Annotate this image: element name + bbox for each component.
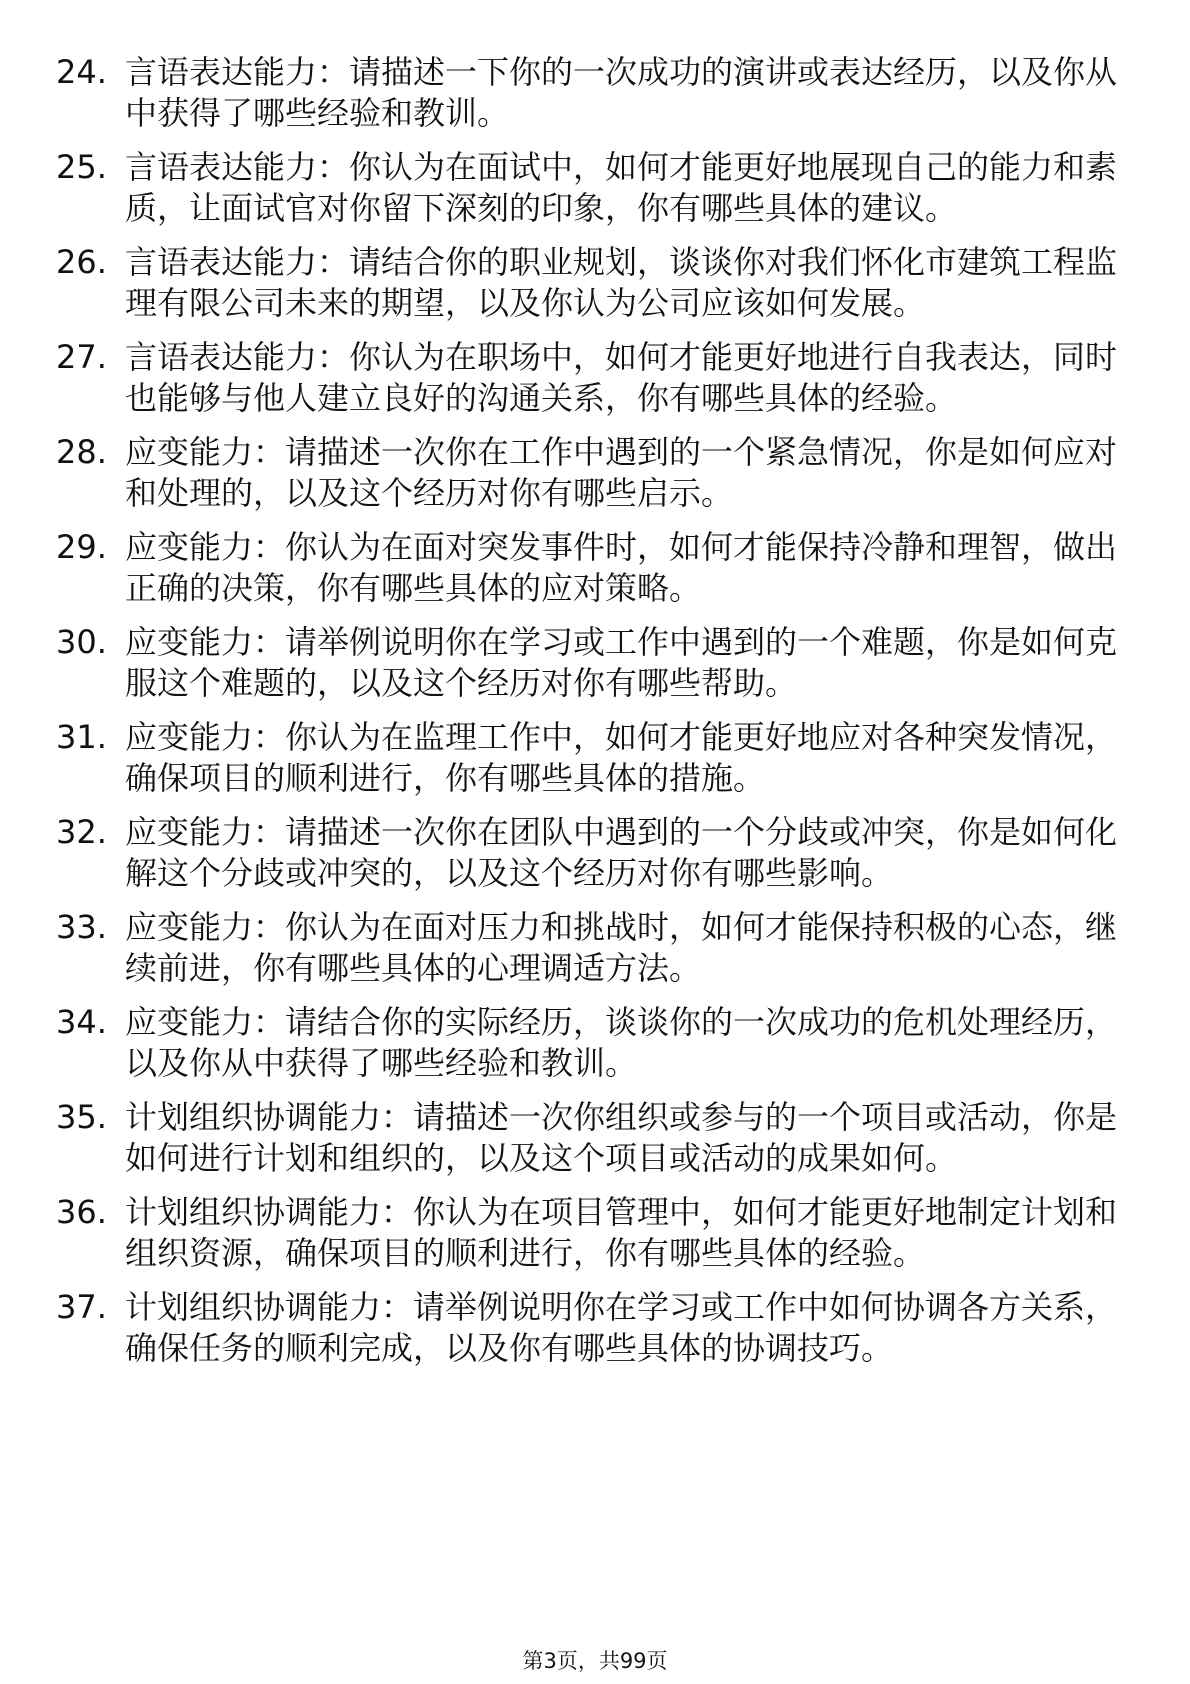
question-text: 计划组织协调能力：请描述一次你组织或参与的一个项目或活动，你是如何进行计划和组织的，以及这个项目或活动的成果如何。 <box>125 1098 1118 1177</box>
question-number: 29. <box>56 528 107 566</box>
question-item <box>56 1097 1126 1179</box>
question-item <box>56 812 1126 894</box>
question-text: 应变能力：你认为在面对突发事件时，如何才能保持冷静和理智，做出正确的决策，你有哪些具体的应对策略。 <box>125 528 1118 607</box>
question-text: 言语表达能力：你认为在职场中，如何才能更好地进行自我表达，同时也能够与他人建立良好的沟通关系，你有哪些具体的经验。 <box>125 338 1118 417</box>
question-item <box>56 147 1126 229</box>
question-item <box>56 1192 1126 1274</box>
question-list <box>56 52 1126 1382</box>
question-number: 35. <box>56 1098 107 1136</box>
question-text: 计划组织协调能力：你认为在项目管理中，如何才能更好地制定计划和组织资源，确保项目的顺利进行，你有哪些具体的经验。 <box>125 1193 1118 1272</box>
question-item <box>56 1002 1126 1084</box>
question-item <box>56 907 1126 989</box>
question-text: 言语表达能力：你认为在面试中，如何才能更好地展现自己的能力和素质，让面试官对你留下深刻的印象，你有哪些具体的建议。 <box>125 148 1118 227</box>
question-item <box>56 622 1126 704</box>
question-number: 37. <box>56 1288 107 1326</box>
question-text: 应变能力：你认为在监理工作中，如何才能更好地应对各种突发情况，确保项目的顺利进行，你有哪些具体的措施。 <box>125 718 1118 797</box>
page-footer: 第3页，共99页 <box>522 1649 668 1673</box>
question-item <box>56 527 1126 609</box>
question-text: 计划组织协调能力：请举例说明你在学习或工作中如何协调各方关系，确保任务的顺利完成，以及你有哪些具体的协调技巧。 <box>125 1288 1118 1367</box>
question-text: 应变能力：你认为在面对压力和挑战时，如何才能保持积极的心态，继续前进，你有哪些具体的心理调适方法。 <box>125 908 1118 987</box>
question-number: 24. <box>56 53 107 91</box>
question-text: 言语表达能力：请描述一下你的一次成功的演讲或表达经历，以及你从中获得了哪些经验和教训。 <box>125 53 1118 132</box>
question-item <box>56 337 1126 419</box>
question-number: 25. <box>56 148 107 186</box>
question-item <box>56 432 1126 514</box>
question-text: 应变能力：请结合你的实际经历，谈谈你的一次成功的危机处理经历，以及你从中获得了哪些经验和教训。 <box>125 1003 1118 1082</box>
question-number: 34. <box>56 1003 107 1041</box>
question-text: 言语表达能力：请结合你的职业规划，谈谈你对我们怀化市建筑工程监理有限公司未来的期望，以及你认为公司应该如何发展。 <box>125 243 1118 322</box>
question-item <box>56 242 1126 324</box>
question-text: 应变能力：请举例说明你在学习或工作中遇到的一个难题，你是如何克服这个难题的，以及这个经历对你有哪些帮助。 <box>125 623 1118 702</box>
question-number: 30. <box>56 623 107 661</box>
question-text: 应变能力：请描述一次你在工作中遇到的一个紧急情况，你是如何应对和处理的，以及这个经历对你有哪些启示。 <box>125 433 1118 512</box>
question-item <box>56 717 1126 799</box>
question-number: 31. <box>56 718 107 756</box>
question-number: 28. <box>56 433 107 471</box>
question-number: 32. <box>56 813 107 851</box>
question-number: 33. <box>56 908 107 946</box>
question-number: 27. <box>56 338 107 376</box>
question-number: 26. <box>56 243 107 281</box>
question-number: 36. <box>56 1193 107 1231</box>
question-text: 应变能力：请描述一次你在团队中遇到的一个分歧或冲突，你是如何化解这个分歧或冲突的，以及这个经历对你有哪些影响。 <box>125 813 1118 892</box>
question-item <box>56 1287 1126 1369</box>
question-item <box>56 52 1126 134</box>
